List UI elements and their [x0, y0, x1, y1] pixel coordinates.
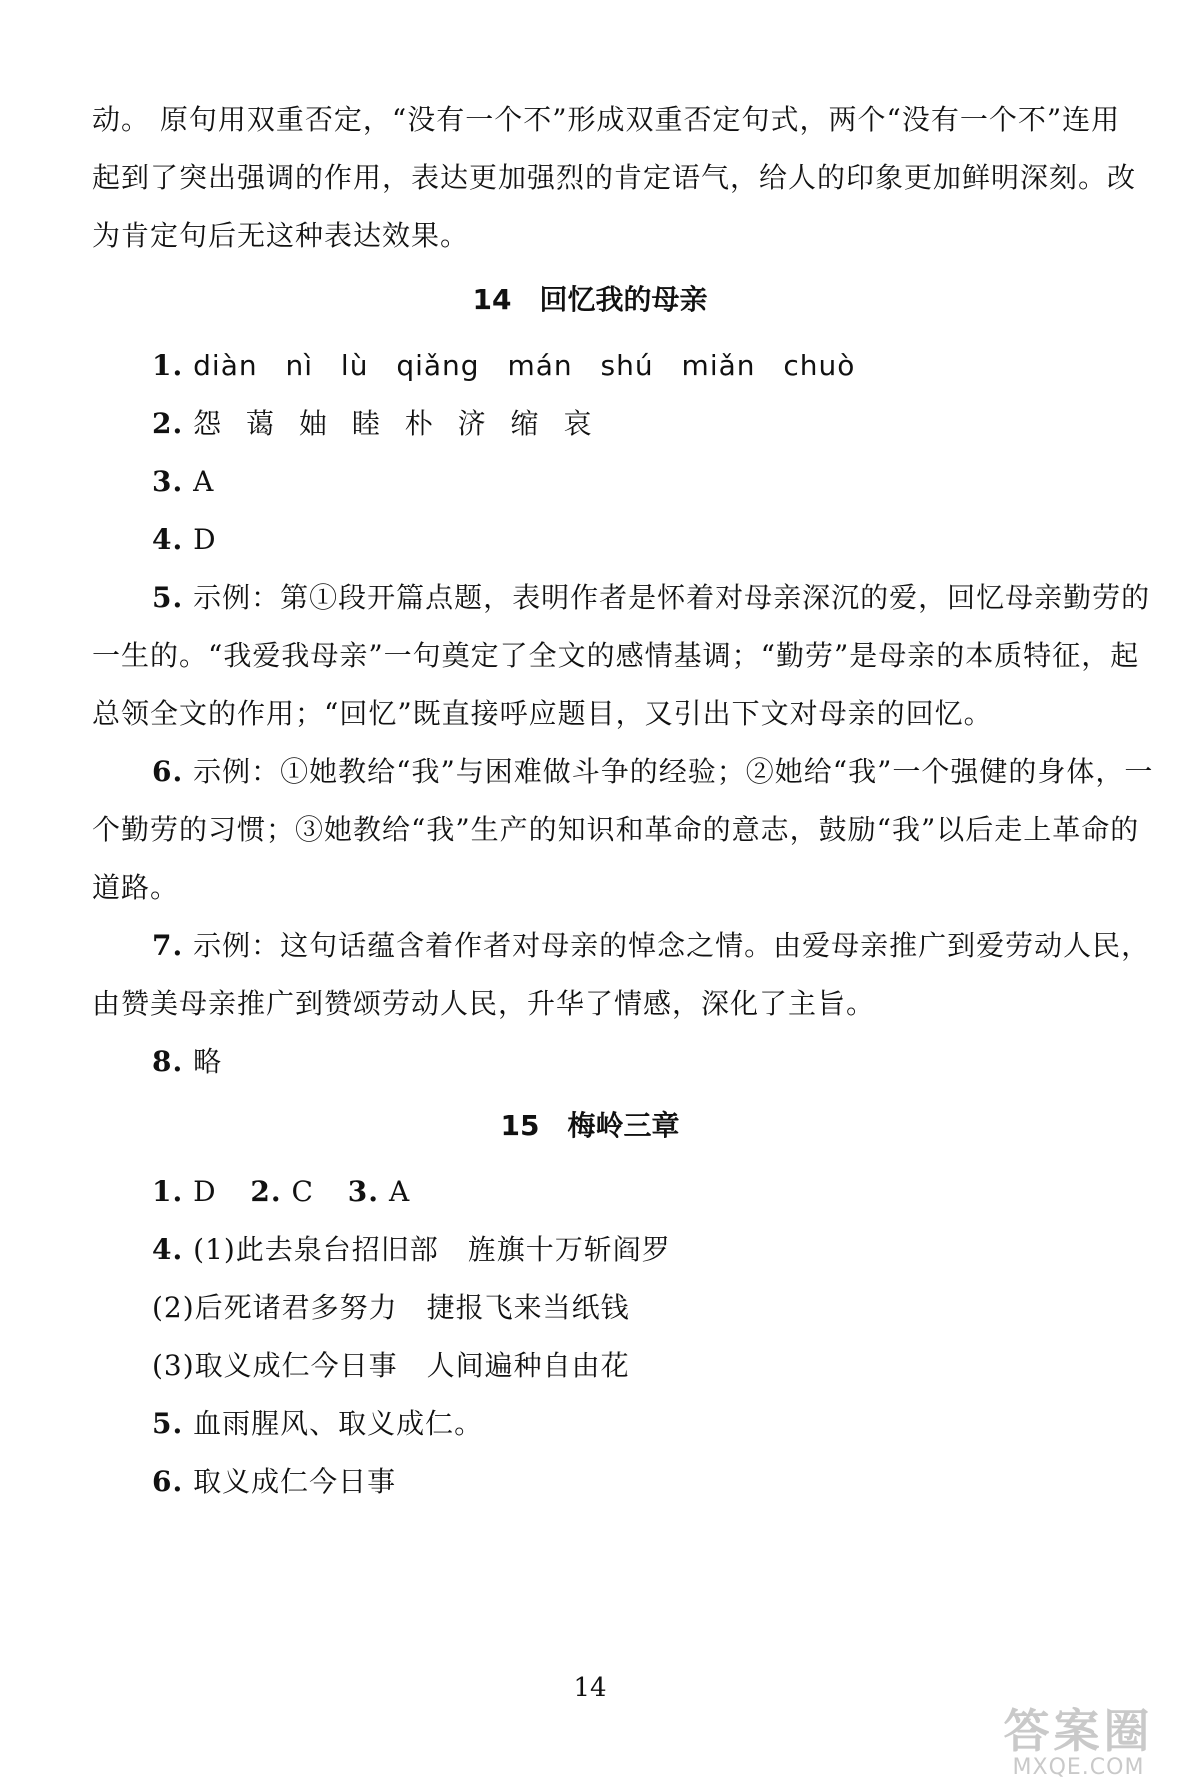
answer-text: 略: [193, 1045, 223, 1078]
lesson-14-title: 14 回忆我的母亲: [472, 283, 708, 316]
answer-15-1-3: [152, 1172, 1092, 1212]
answer-text: 血雨腥风、取义成仁。: [193, 1407, 484, 1440]
answer-number: 7.: [152, 929, 184, 962]
answer-15-5: [152, 1404, 1092, 1444]
answer-number: 3.: [152, 465, 184, 498]
prev-line-1: 动。 原句用双重否定，“没有一个不”形成双重否定句式，两个“没有一个不”连用: [92, 103, 1121, 136]
prev-line-2: 起到了突出强调的作用，表达更加强烈的肯定语气，给人的印象更加鲜明深刻。改: [92, 161, 1137, 194]
answer-number: 5.: [152, 1407, 184, 1440]
watermark-big-text: 答案圈: [1003, 1704, 1154, 1758]
answer-number: 4.: [152, 1233, 184, 1266]
pinyin-answer: diàn nì lù qiǎng mán shú miǎn chuò: [193, 349, 856, 382]
page-number: 14: [573, 1673, 607, 1703]
answer-number: 6.: [152, 1465, 184, 1498]
answer-text: 取义成仁今日事: [193, 1465, 397, 1498]
answer-15-4-line-3: (3)取义成仁今日事 人间遍种自由花: [152, 1349, 630, 1382]
answer-number: 6.: [152, 755, 184, 788]
answer-number: 1.: [152, 349, 184, 382]
answer-15-6: [152, 1462, 1092, 1502]
answer-14-7-line-1: [152, 926, 1151, 966]
answer-number: 8.: [152, 1045, 184, 1078]
answer-14-3: [152, 462, 1092, 502]
answer-text: C: [291, 1175, 314, 1208]
answer-number: 2.: [152, 407, 184, 440]
answer-14-4: [152, 520, 1092, 560]
watermark-logo: [991, 1706, 1166, 1786]
answer-text: D: [193, 1175, 217, 1208]
characters-answer: 怨 蔼 妯 睦 朴 济 缩 哀: [193, 407, 593, 440]
answer-number: 3.: [347, 1175, 380, 1208]
answer-14-2: [152, 404, 1092, 444]
answer-14-6-line-3: 道路。: [92, 871, 180, 904]
answer-14-8: [152, 1042, 1092, 1082]
answer-14-1: [152, 346, 1092, 386]
answer-text: D: [193, 523, 217, 556]
answer-14-7-line-2: 由赞美母亲推广到赞颂劳动人民，升华了情感，深化了主旨。: [92, 987, 876, 1020]
answer-text: 示例：①她教给“我”与困难做斗争的经验；②她给“我”一个强健的身体，一: [193, 755, 1154, 788]
answer-text: 示例：第①段开篇点题，表明作者是怀着对母亲深沉的爱，回忆母亲勤劳的: [193, 581, 1151, 614]
answer-text: (1)此去泉台招旧部 旌旗十万斩阎罗: [193, 1233, 671, 1266]
answer-14-6-line-2: 个勤劳的习惯；③她教给“我”生产的知识和革命的意志，鼓励“我”以后走上革命的: [92, 813, 1140, 846]
answer-number: 5.: [152, 581, 184, 614]
answer-text: A: [388, 1175, 411, 1208]
answer-14-5-line-1: [152, 578, 1151, 618]
answer-15-4-line-2: (2)后死诸君多努力 捷报飞来当纸钱: [152, 1291, 630, 1324]
lesson-15-title: 15 梅岭三章: [500, 1109, 680, 1142]
answer-number: 2.: [250, 1175, 282, 1208]
answer-14-5-line-3: 总领全文的作用；“回忆”既直接呼应题目，又引出下文对母亲的回忆。: [92, 697, 993, 730]
watermark-small-text: MXQE.COM: [1012, 1755, 1145, 1780]
answer-number: 4.: [152, 523, 184, 556]
answer-14-6-line-1: [152, 752, 1154, 792]
answer-text: A: [193, 465, 215, 498]
answer-text: 示例：这句话蕴含着作者对母亲的悼念之情。由爱母亲推广到爱劳动人民，: [193, 929, 1151, 962]
prev-line-3: 为肯定句后无这种表达效果。: [92, 219, 470, 252]
answer-14-5-line-2: 一生的。“我爱我母亲”一句奠定了全文的感情基调；“勤劳”是母亲的本质特征，起: [92, 639, 1140, 672]
answer-15-4-line-1: [152, 1230, 1092, 1270]
answer-number: 1.: [152, 1175, 184, 1208]
